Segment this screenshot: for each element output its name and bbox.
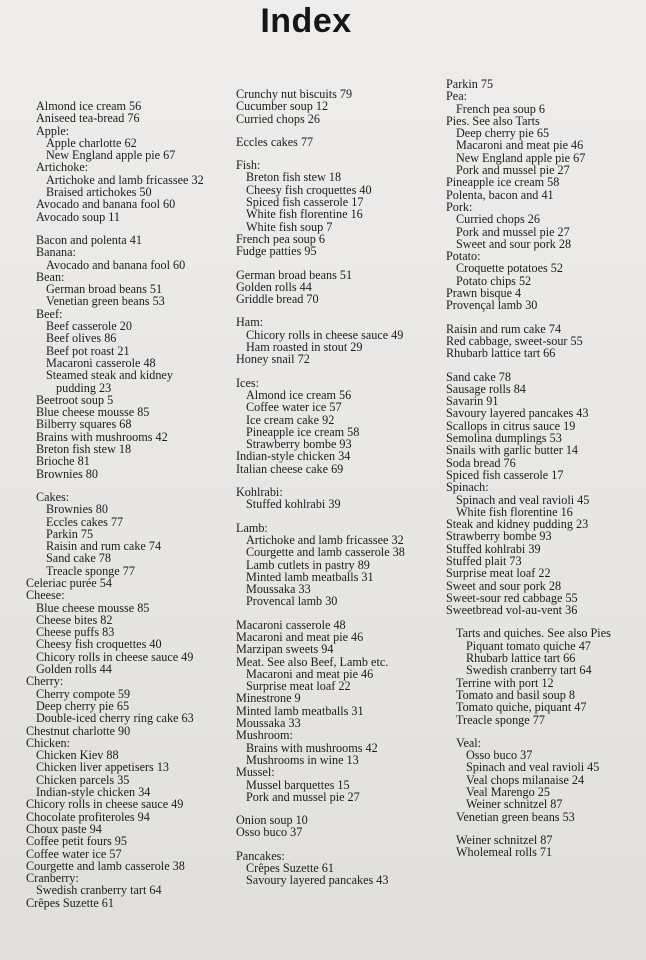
index-entry: Macaroni and meat pie 46 <box>456 138 584 153</box>
index-entry: Braised artichokes 50 <box>46 185 152 200</box>
index-entry: Eccles cakes 77 <box>236 134 314 149</box>
index-entry: Breton fish stew 18 <box>246 170 342 185</box>
index-entry: Weiner schnitzel 87 <box>456 832 553 847</box>
index-group-heading: Chicken: <box>26 735 71 750</box>
index-entry: Cheesy fish croquettes 40 <box>246 182 372 197</box>
index-entry: Onion soup 10 <box>236 813 308 828</box>
index-entry: Chestnut charlotte 90 <box>26 723 131 738</box>
index-entry: Pineapple ice cream 58 <box>246 424 360 439</box>
index-group-heading: Kohlrabi: <box>236 485 283 500</box>
index-entry: Indian-style chicken 34 <box>236 449 351 464</box>
index-entry: Provencal lamb 30 <box>246 594 338 609</box>
index-entry: Pineapple ice cream 58 <box>446 175 560 190</box>
index-entry: German broad beans 51 <box>236 267 353 282</box>
index-entry: Tomato and basil soup 8 <box>456 687 575 702</box>
index-entry: Avocado and banana fool 60 <box>36 197 176 212</box>
index-entry: Savoury layered pancakes 43 <box>446 406 589 421</box>
page-title: Index <box>260 2 352 40</box>
index-entry: Chicken parcels 35 <box>36 772 130 787</box>
index-entry: Rhubarb lattice tart 66 <box>446 346 556 361</box>
index-entry: Indian-style chicken 34 <box>36 785 151 800</box>
index-entry: Celeriac purée 54 <box>26 575 112 590</box>
index-entry: Ham roasted in stout 29 <box>246 340 363 355</box>
index-entry: Courgette and lamb casserole 38 <box>246 545 405 560</box>
index-column-2 <box>236 88 442 887</box>
index-group-heading: Banana: <box>36 245 76 260</box>
index-entry: pudding 23 <box>56 380 112 395</box>
index-entry: Steak and kidney pudding 23 <box>446 517 589 532</box>
index-group-heading: Artichoke: <box>36 160 89 175</box>
index-group-heading: Fish: <box>236 158 261 173</box>
index-entry: Sweet and sour pork 28 <box>456 236 572 251</box>
index-entry: Chocolate profiteroles 94 <box>26 809 150 824</box>
index-group-heading: Potato: <box>446 249 481 264</box>
index-entry: Fudge patties 95 <box>236 244 317 259</box>
index-entry: German broad beans 51 <box>46 282 163 297</box>
index-entry: White fish florentine 16 <box>456 504 573 519</box>
index-entry: Beef casserole 20 <box>46 319 132 334</box>
index-group-heading: Lamb: <box>236 520 268 535</box>
index-entry: Veal chops milanaise 24 <box>466 772 585 787</box>
index-entry: Minestrone 9 <box>236 691 301 706</box>
index-entry: Veal Marengo 25 <box>466 785 550 800</box>
index-entry: Pork and mussel pie 27 <box>456 163 570 178</box>
index-entry: Surprise meat loaf 22 <box>246 679 351 694</box>
index-entry: Chicken liver appetisers 13 <box>36 760 170 775</box>
index-entry: Stuffed plait 73 <box>446 553 522 568</box>
index-entry: Parkin 75 <box>446 77 494 91</box>
index-entry: Swedish cranberry tart 64 <box>466 663 592 678</box>
index-entry: Cucumber soup 12 <box>236 99 329 114</box>
index-group-heading: Veal: <box>456 735 482 750</box>
index-entry: Potato chips 52 <box>456 273 532 288</box>
index-entry: Prawn bisque 4 <box>446 286 522 301</box>
index-entry: French pea soup 6 <box>236 231 326 246</box>
index-entry: Piquant tomato quiche 47 <box>466 638 591 653</box>
index-group-heading: Beef: <box>36 306 63 321</box>
index-entry: Deep cherry pie 65 <box>36 698 130 713</box>
index-entry: Chicory rolls in cheese sauce 49 <box>26 797 184 812</box>
index-entry: Savarin 91 <box>446 394 499 409</box>
index-entry: Cheese puffs 83 <box>36 625 115 640</box>
index-entry: Sand cake 78 <box>446 369 511 384</box>
index-entry: Treacle sponge 77 <box>46 563 135 578</box>
index-entry: Pork and mussel pie 27 <box>456 224 570 239</box>
index-entry: Mushrooms in wine 13 <box>246 752 359 767</box>
index-entry: Griddle bread 70 <box>236 292 319 307</box>
index-entry: Macaroni and meat pie 46 <box>246 666 374 681</box>
index-entry: Chicken Kiev 88 <box>36 748 119 763</box>
index-entry: Wholemeal rolls 71 <box>456 845 553 860</box>
index-group-heading: Cherry: <box>26 674 64 689</box>
index-entry: Bacon and polenta 41 <box>36 232 142 247</box>
index-entry: Eccles cakes 77 <box>46 514 124 529</box>
index-entry: Osso buco 37 <box>466 748 533 763</box>
index-entry: Venetian green beans 53 <box>456 809 575 824</box>
index-entry: Beef pot roast 21 <box>46 343 130 358</box>
index-entry: Coffee petit fours 95 <box>26 834 127 849</box>
index-entry: Aniseed tea-bread 76 <box>36 111 140 126</box>
index-gap <box>236 511 442 522</box>
index-entry: Crêpes Suzette 61 <box>26 895 114 910</box>
index-gap <box>446 312 646 323</box>
index-entry: Brioche 81 <box>36 454 90 469</box>
index-entry: Beetroot soup 5 <box>36 392 114 407</box>
index-entry: Stuffed kohlrabi 39 <box>246 497 341 512</box>
index-entry: White fish florentine 16 <box>246 207 363 222</box>
index-entry: Swedish cranberry tart 64 <box>36 883 162 898</box>
index-entry: Venetian green beans 53 <box>46 294 165 309</box>
index-entry: Sweetbread vol-au-vent 36 <box>446 603 578 618</box>
index-entry: Avocado soup 11 <box>36 209 120 224</box>
index-entry: Minted lamb meatballs 31 <box>236 703 364 718</box>
index-entry: Chicory rolls in cheese sauce 49 <box>246 327 404 342</box>
index-entry: New England apple pie 67 <box>456 150 586 165</box>
index-group-heading: Cheese: <box>26 588 65 603</box>
index-group-heading: Ham: <box>236 315 264 330</box>
index-entry: Minted lamb meatballs 31 <box>246 569 374 584</box>
index-group-heading: Mushroom: <box>236 728 293 743</box>
index-entry: Golden rolls 44 <box>36 662 112 677</box>
index-entry: Honey snail 72 <box>236 352 310 367</box>
index-entry: Raisin and rum cake 74 <box>46 539 162 554</box>
index-entry: Weiner schnitzel 87 <box>466 797 563 812</box>
index-entry: Brownies 80 <box>36 466 98 481</box>
index-group-heading: Cranberry: <box>26 871 79 886</box>
index-group-heading: Apple: <box>36 123 70 138</box>
index-entry: Crêpes Suzette 61 <box>246 861 334 876</box>
index-entry: Macaroni casserole 48 <box>236 617 346 632</box>
index-gap <box>236 366 442 377</box>
index-entry: Snails with garlic butter 14 <box>446 443 579 458</box>
index-entry: Moussaka 33 <box>246 582 311 597</box>
index-entry: Marzipan sweets 94 <box>236 642 334 657</box>
index-entry: Spinach and veal ravioli 45 <box>466 760 600 775</box>
index-entry: Polenta, bacon and 41 <box>446 187 554 202</box>
index-entry: Cheese bites 82 <box>36 612 113 627</box>
index-entry: Brownies 80 <box>46 502 108 517</box>
index-entry: New England apple pie 67 <box>46 148 176 163</box>
index-group-heading: Mussel: <box>236 765 275 780</box>
index-entry: Raisin and rum cake 74 <box>446 321 562 336</box>
index-entry: Brains with mushrooms 42 <box>36 429 168 444</box>
index-entry: Coffee water ice 57 <box>26 846 122 861</box>
index-entry: Terrine with port 12 <box>456 675 554 690</box>
index-entry: Moussaka 33 <box>236 716 301 731</box>
index-entry: Osso buco 37 <box>236 825 303 840</box>
index-group-heading: Spinach: <box>446 480 489 495</box>
index-entry: White fish soup 7 <box>246 219 333 234</box>
index-entry: Rhubarb lattice tart 66 <box>466 651 576 666</box>
index-entry: Coffee water ice 57 <box>246 400 342 415</box>
index-column-3 <box>446 78 646 859</box>
index-entry: Brains with mushrooms 42 <box>246 740 378 755</box>
index-entry: Curried chops 26 <box>236 111 320 126</box>
index-entry: Pies. See also Tarts <box>446 113 540 128</box>
index-entry: Savoury layered pancakes 43 <box>246 873 389 888</box>
index-entry: Cheesy fish croquettes 40 <box>36 637 162 652</box>
index-entry: Crunchy nut biscuits 79 <box>236 87 353 101</box>
index-entry: Courgette and lamb casserole 38 <box>26 858 185 873</box>
index-entry: Blue cheese mousse 85 <box>36 405 150 420</box>
index-gap <box>446 360 646 371</box>
index-entry: Ice cream cake 92 <box>246 412 335 427</box>
index-entry: Avocado and banana fool 60 <box>46 257 186 272</box>
index-entry: Provençal lamb 30 <box>446 298 538 313</box>
index-entry: Mussel barquettes 15 <box>246 777 350 792</box>
index-entry: Blue cheese mousse 85 <box>36 600 150 615</box>
index-group-heading: Bean: <box>36 269 65 284</box>
index-entry: Tarts and quiches. See also Pies <box>456 626 611 641</box>
index-entry: Croquette potatoes 52 <box>456 261 563 276</box>
index-entry: Spiced fish casserole 17 <box>446 467 564 482</box>
index-entry: Macaroni casserole 48 <box>46 355 156 370</box>
index-entry: Choux paste 94 <box>26 821 102 836</box>
index-entry: Parkin 75 <box>46 526 94 541</box>
index-entry: Strawberry bombe 93 <box>446 529 552 544</box>
index-group-heading: Cakes: <box>36 489 70 504</box>
index-entry: Sweet and sour pork 28 <box>446 578 562 593</box>
index-group-heading: Pea: <box>446 89 467 104</box>
index-entry: Sand cake 78 <box>46 551 111 566</box>
index-entry: Artichoke and lamb fricassee 32 <box>246 532 404 547</box>
index-entry: Semolina dumplings 53 <box>446 431 562 446</box>
index-entry: Golden rolls 44 <box>236 279 312 294</box>
index-entry: Macaroni and meat pie 46 <box>236 629 364 644</box>
index-entry: Chicory rolls in cheese sauce 49 <box>36 649 194 664</box>
index-entry: Surprise meat loaf 22 <box>446 566 551 581</box>
index-entry: Cherry compote 59 <box>36 686 131 701</box>
index-entry: Red cabbage, sweet-sour 55 <box>446 333 583 348</box>
index-entry: Pork and mussel pie 27 <box>246 789 360 804</box>
index-entry: Spinach and veal ravioli 45 <box>456 492 590 507</box>
index-entry: Soda bread 76 <box>446 455 516 470</box>
index-gap <box>236 258 442 269</box>
index-entry: Sausage rolls 84 <box>446 381 526 396</box>
index-entry: Tomato quiche, piquant 47 <box>456 700 587 715</box>
index-entry: Stuffed kohlrabi 39 <box>446 541 541 556</box>
index-entry: Scallops in citrus sauce 19 <box>446 418 576 433</box>
index-group-heading: Pancakes: <box>236 848 285 863</box>
index-entry: French pea soup 6 <box>456 101 546 116</box>
index-entry: Curried chops 26 <box>456 212 540 227</box>
index-entry: Double-iced cherry ring cake 63 <box>36 711 194 726</box>
index-entry: Beef olives 86 <box>46 331 117 346</box>
index-entry: Steamed steak and kidney <box>46 368 173 383</box>
index-group-heading: Pork: <box>446 199 473 214</box>
index-entry: Breton fish stew 18 <box>36 442 132 457</box>
index-entry: Sweet-sour red cabbage 55 <box>446 590 578 605</box>
index-entry: Meat. See also Beef, Lamb etc. <box>236 654 389 669</box>
index-entry: Bilberry squares 68 <box>36 417 132 432</box>
index-entry: Deep cherry pie 65 <box>456 126 550 141</box>
index-group-heading: Ices: <box>236 375 260 390</box>
index-entry: Italian cheese cake 69 <box>236 461 344 476</box>
index-entry: Strawberry bombe 93 <box>246 437 352 452</box>
index-gap <box>236 148 442 159</box>
index-entry: Spiced fish casserole 17 <box>246 195 364 210</box>
index-entry: Almond ice cream 56 <box>246 387 352 402</box>
index-entry: Lamb cutlets in pastry 89 <box>246 557 370 572</box>
index-entry: Almond ice cream 56 <box>36 99 142 113</box>
index-column-1 <box>26 100 236 909</box>
index-entry: Artichoke and lamb fricassee 32 <box>46 172 204 187</box>
index-entry: Treacle sponge 77 <box>456 712 545 727</box>
index-entry: Apple charlotte 62 <box>46 135 137 150</box>
index-gap <box>236 305 442 316</box>
